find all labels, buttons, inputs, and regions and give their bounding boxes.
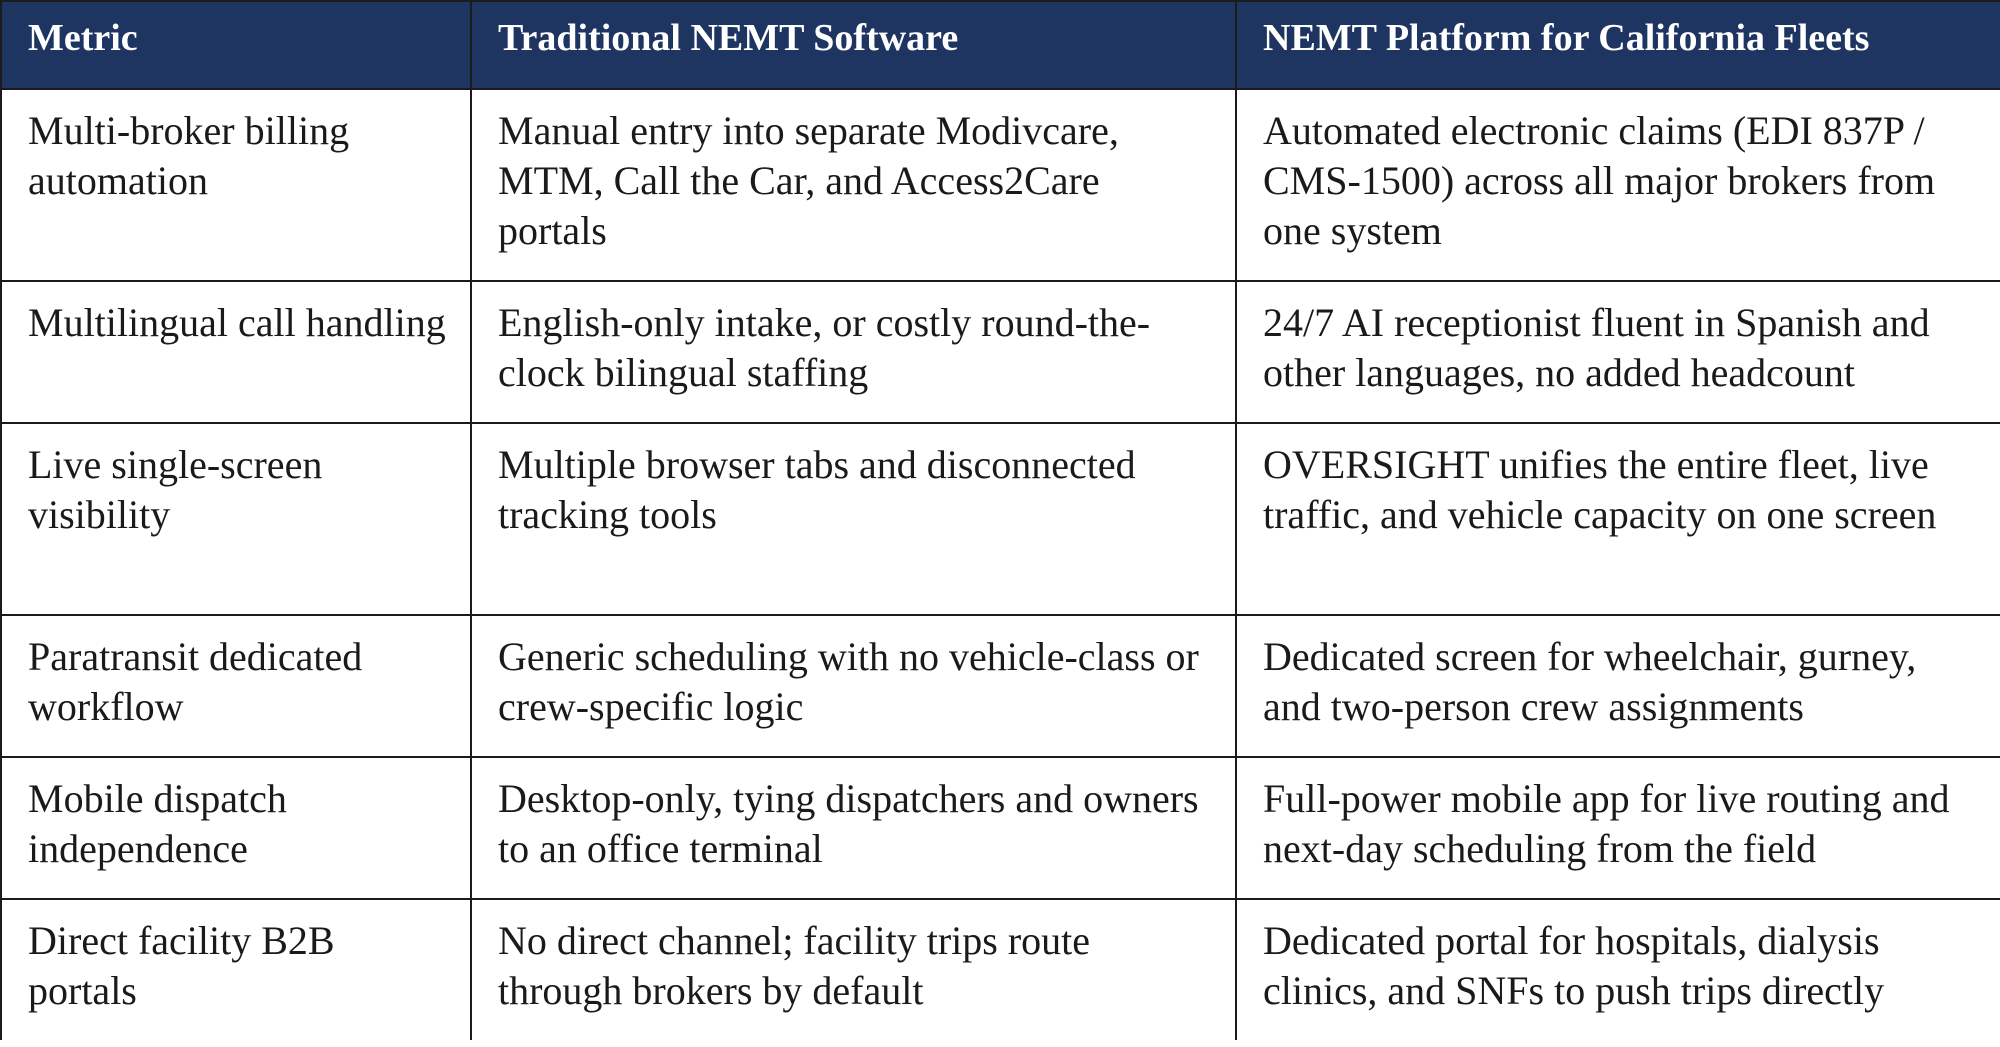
traditional-cell: Manual entry into separate Modivcare, MTM, Call the Car, and Access2Care portals <box>471 89 1236 281</box>
table-row <box>1 615 2000 757</box>
traditional-cell: Desktop-only, tying dispatchers and owners to an office terminal <box>471 757 1236 899</box>
platform-cell: Full-power mobile app for live routing and next-day scheduling from the field <box>1236 757 2000 899</box>
table-row <box>1 899 2000 1040</box>
header-metric: Metric <box>1 1 471 89</box>
table-row <box>1 281 2000 423</box>
header-traditional-software: Traditional NEMT Software <box>471 1 1236 89</box>
table-row <box>1 89 2000 281</box>
table-body <box>1 89 2000 1040</box>
table-row <box>1 757 2000 899</box>
metric-cell: Multilingual call handling <box>1 281 471 423</box>
metric-cell: Multi-broker billing automation <box>1 89 471 281</box>
header-row <box>1 1 2000 89</box>
header-california-platform: NEMT Platform for California Fleets <box>1236 1 2000 89</box>
traditional-cell: Generic scheduling with no vehicle-class or crew-specific logic <box>471 615 1236 757</box>
traditional-cell: No direct channel; facility trips route through brokers by default <box>471 899 1236 1040</box>
traditional-cell: Multiple browser tabs and disconnected tracking tools <box>471 423 1236 615</box>
platform-cell: OVERSIGHT unifies the entire fleet, live traffic, and vehicle capacity on one screen <box>1236 423 2000 615</box>
metric-cell: Paratransit dedicated workflow <box>1 615 471 757</box>
platform-cell: Automated electronic claims (EDI 837P / CMS-1500) across all major brokers from one system <box>1236 89 2000 281</box>
platform-cell: 24/7 AI receptionist fluent in Spanish and other languages, no added headcount <box>1236 281 2000 423</box>
metric-cell: Direct facility B2B portals <box>1 899 471 1040</box>
table-header <box>1 1 2000 89</box>
metric-cell: Mobile dispatch independence <box>1 757 471 899</box>
table-row <box>1 423 2000 615</box>
platform-cell: Dedicated portal for hospitals, dialysis clinics, and SNFs to push trips directly <box>1236 899 2000 1040</box>
platform-cell: Dedicated screen for wheelchair, gurney, and two-person crew assignments <box>1236 615 2000 757</box>
traditional-cell: English-only intake, or costly round-the-clock bilingual staffing <box>471 281 1236 423</box>
metric-cell: Live single-screen visibility <box>1 423 471 615</box>
